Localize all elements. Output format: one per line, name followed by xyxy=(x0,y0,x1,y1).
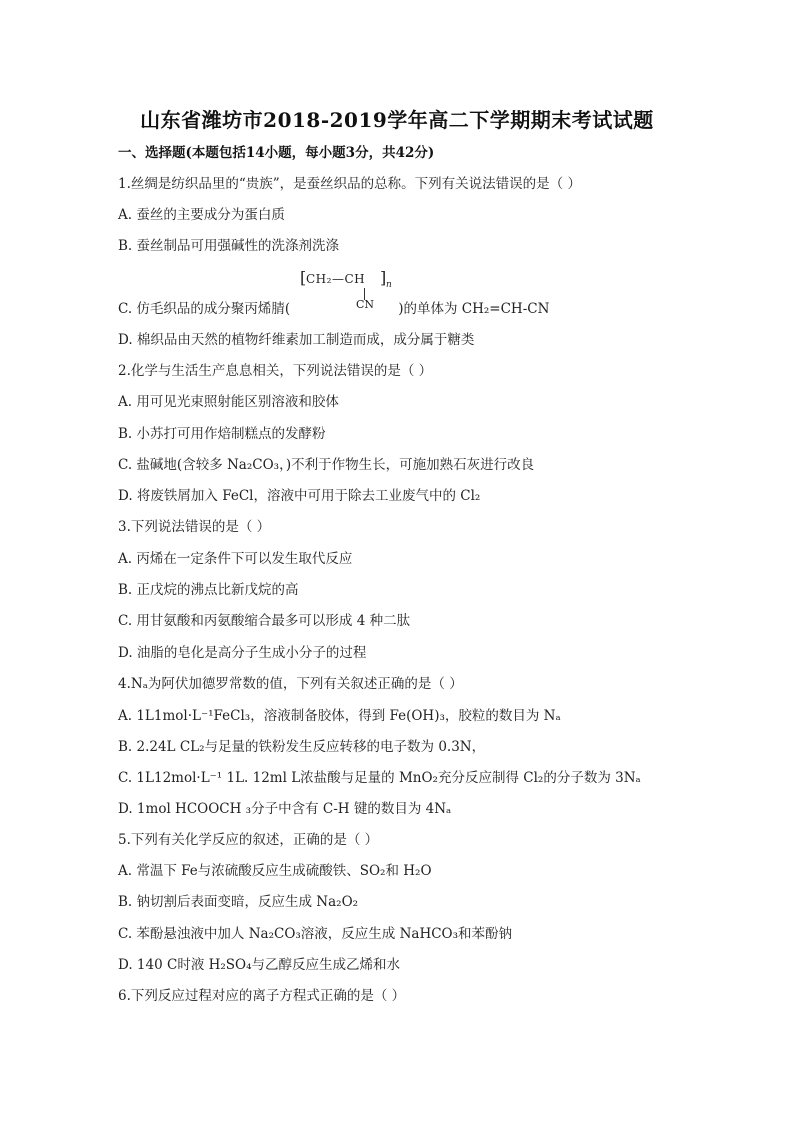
question-4-option-c: C. 1L12mol·L⁻¹ 1L. 12ml L浓盐酸与足量的 MnO₂充分反应制得 Cl₂的分子数为 3Nₐ xyxy=(118,770,641,786)
formula-substituent: CN xyxy=(356,298,375,311)
question-4-option-d: D. 1mol HCOOCH ₃分子中含有 C-H 键的数目为 4Nₐ xyxy=(118,801,452,817)
question-1-option-a: A. 蚕丝的主要成分为蛋白质 xyxy=(118,207,285,223)
question-5-stem: 5.下列有关化学反应的叙述，正确的是（ ） xyxy=(118,832,379,848)
question-1-option-d: D. 棉织品由天然的植物纤维素加工制造而成，成分属于糖类 xyxy=(118,332,475,348)
question-3-option-c: C. 用甘氨酸和丙氨酸缩合最多可以形成 4 种二肽 xyxy=(118,613,411,629)
question-1-option-b: B. 蚕丝制品可用强碱性的洗涤剂洗涤 xyxy=(118,238,340,254)
question-3-stem: 3.下列说法错误的是（ ） xyxy=(118,519,271,535)
formula-chain: CH₂—CH xyxy=(306,272,366,286)
option-c-text-part2: )的单体为 CH₂=CH-CN xyxy=(398,301,550,317)
question-2-option-a: A. 用可见光束照射能区别溶液和胶体 xyxy=(118,394,339,410)
question-5-option-d: D. 140 C时液 H₂SO₄与乙醇反应生成乙烯和水 xyxy=(118,957,401,973)
question-2-option-d: D. 将废铁屑加入 FeCl，溶液中可用于除去工业废气中的 Cl₂ xyxy=(118,488,481,504)
question-1-stem: 1.丝绸是纺织品里的“贵族”，是蚕丝织品的总称。下列有关说法错误的是（ ） xyxy=(118,176,581,192)
question-1-option-c xyxy=(118,299,549,319)
question-2-stem: 2.化学与生活生产息息相关，下列说法错误的是（ ） xyxy=(118,363,433,379)
question-2-option-b: B. 小苏打可用作焙制糕点的发酵粉 xyxy=(118,426,326,442)
question-4-option-b: B. 2.24L CL₂与足量的铁粉发生反应转移的电子数为 0.3N， xyxy=(118,739,486,755)
section-heading: 一、选择题(本题包括14小题，每小题3分，共42分) xyxy=(118,145,435,161)
option-c-text-part1: C. 仿毛织品的成分聚丙烯腈( xyxy=(118,301,291,317)
formula-bracket-left: [ xyxy=(300,268,307,287)
question-6-stem: 6.下列反应过程对应的离子方程式正确的是（ ） xyxy=(118,988,406,1004)
question-5-option-a: A. 常温下 Fe与浓硫酸反应生成硫酸铁、SO₂和 H₂O xyxy=(118,863,432,879)
page-title: 山东省潍坊市2018-2019学年高二下学期期末考试试题 xyxy=(140,108,654,132)
question-4-stem: 4.Nₐ为阿伏加德罗常数的值，下列有关叙述正确的是（ ） xyxy=(118,676,463,692)
question-4-option-a: A. 1L1mol·L⁻¹FeCl₃，溶液制备胶体，得到 Fe(OH)₃，胶粒的数目为 Nₐ xyxy=(118,708,561,724)
question-2-option-c: C. 盐碱地(含较多 Na₂CO₃，)不利于作物生长，可施加熟石灰进行改良 xyxy=(118,457,535,473)
question-3-option-a: A. 丙烯在一定条件下可以发生取代反应 xyxy=(118,551,353,567)
question-3-option-d: D. 油脂的皂化是高分子生成小分子的过程 xyxy=(118,645,367,661)
question-5-option-b: B. 钠切割后表面变暗，反应生成 Na₂O₂ xyxy=(118,894,359,910)
question-3-option-b: B. 正戊烷的沸点比新戊烷的高 xyxy=(118,582,299,598)
question-5-option-c: C. 苯酚悬浊液中加人 Na₂CO₃溶液，反应生成 NaHCO₃和苯酚钠 xyxy=(118,926,513,942)
formula-bracket-right: ] xyxy=(380,268,387,287)
formula-subscript-n: n xyxy=(386,280,392,290)
